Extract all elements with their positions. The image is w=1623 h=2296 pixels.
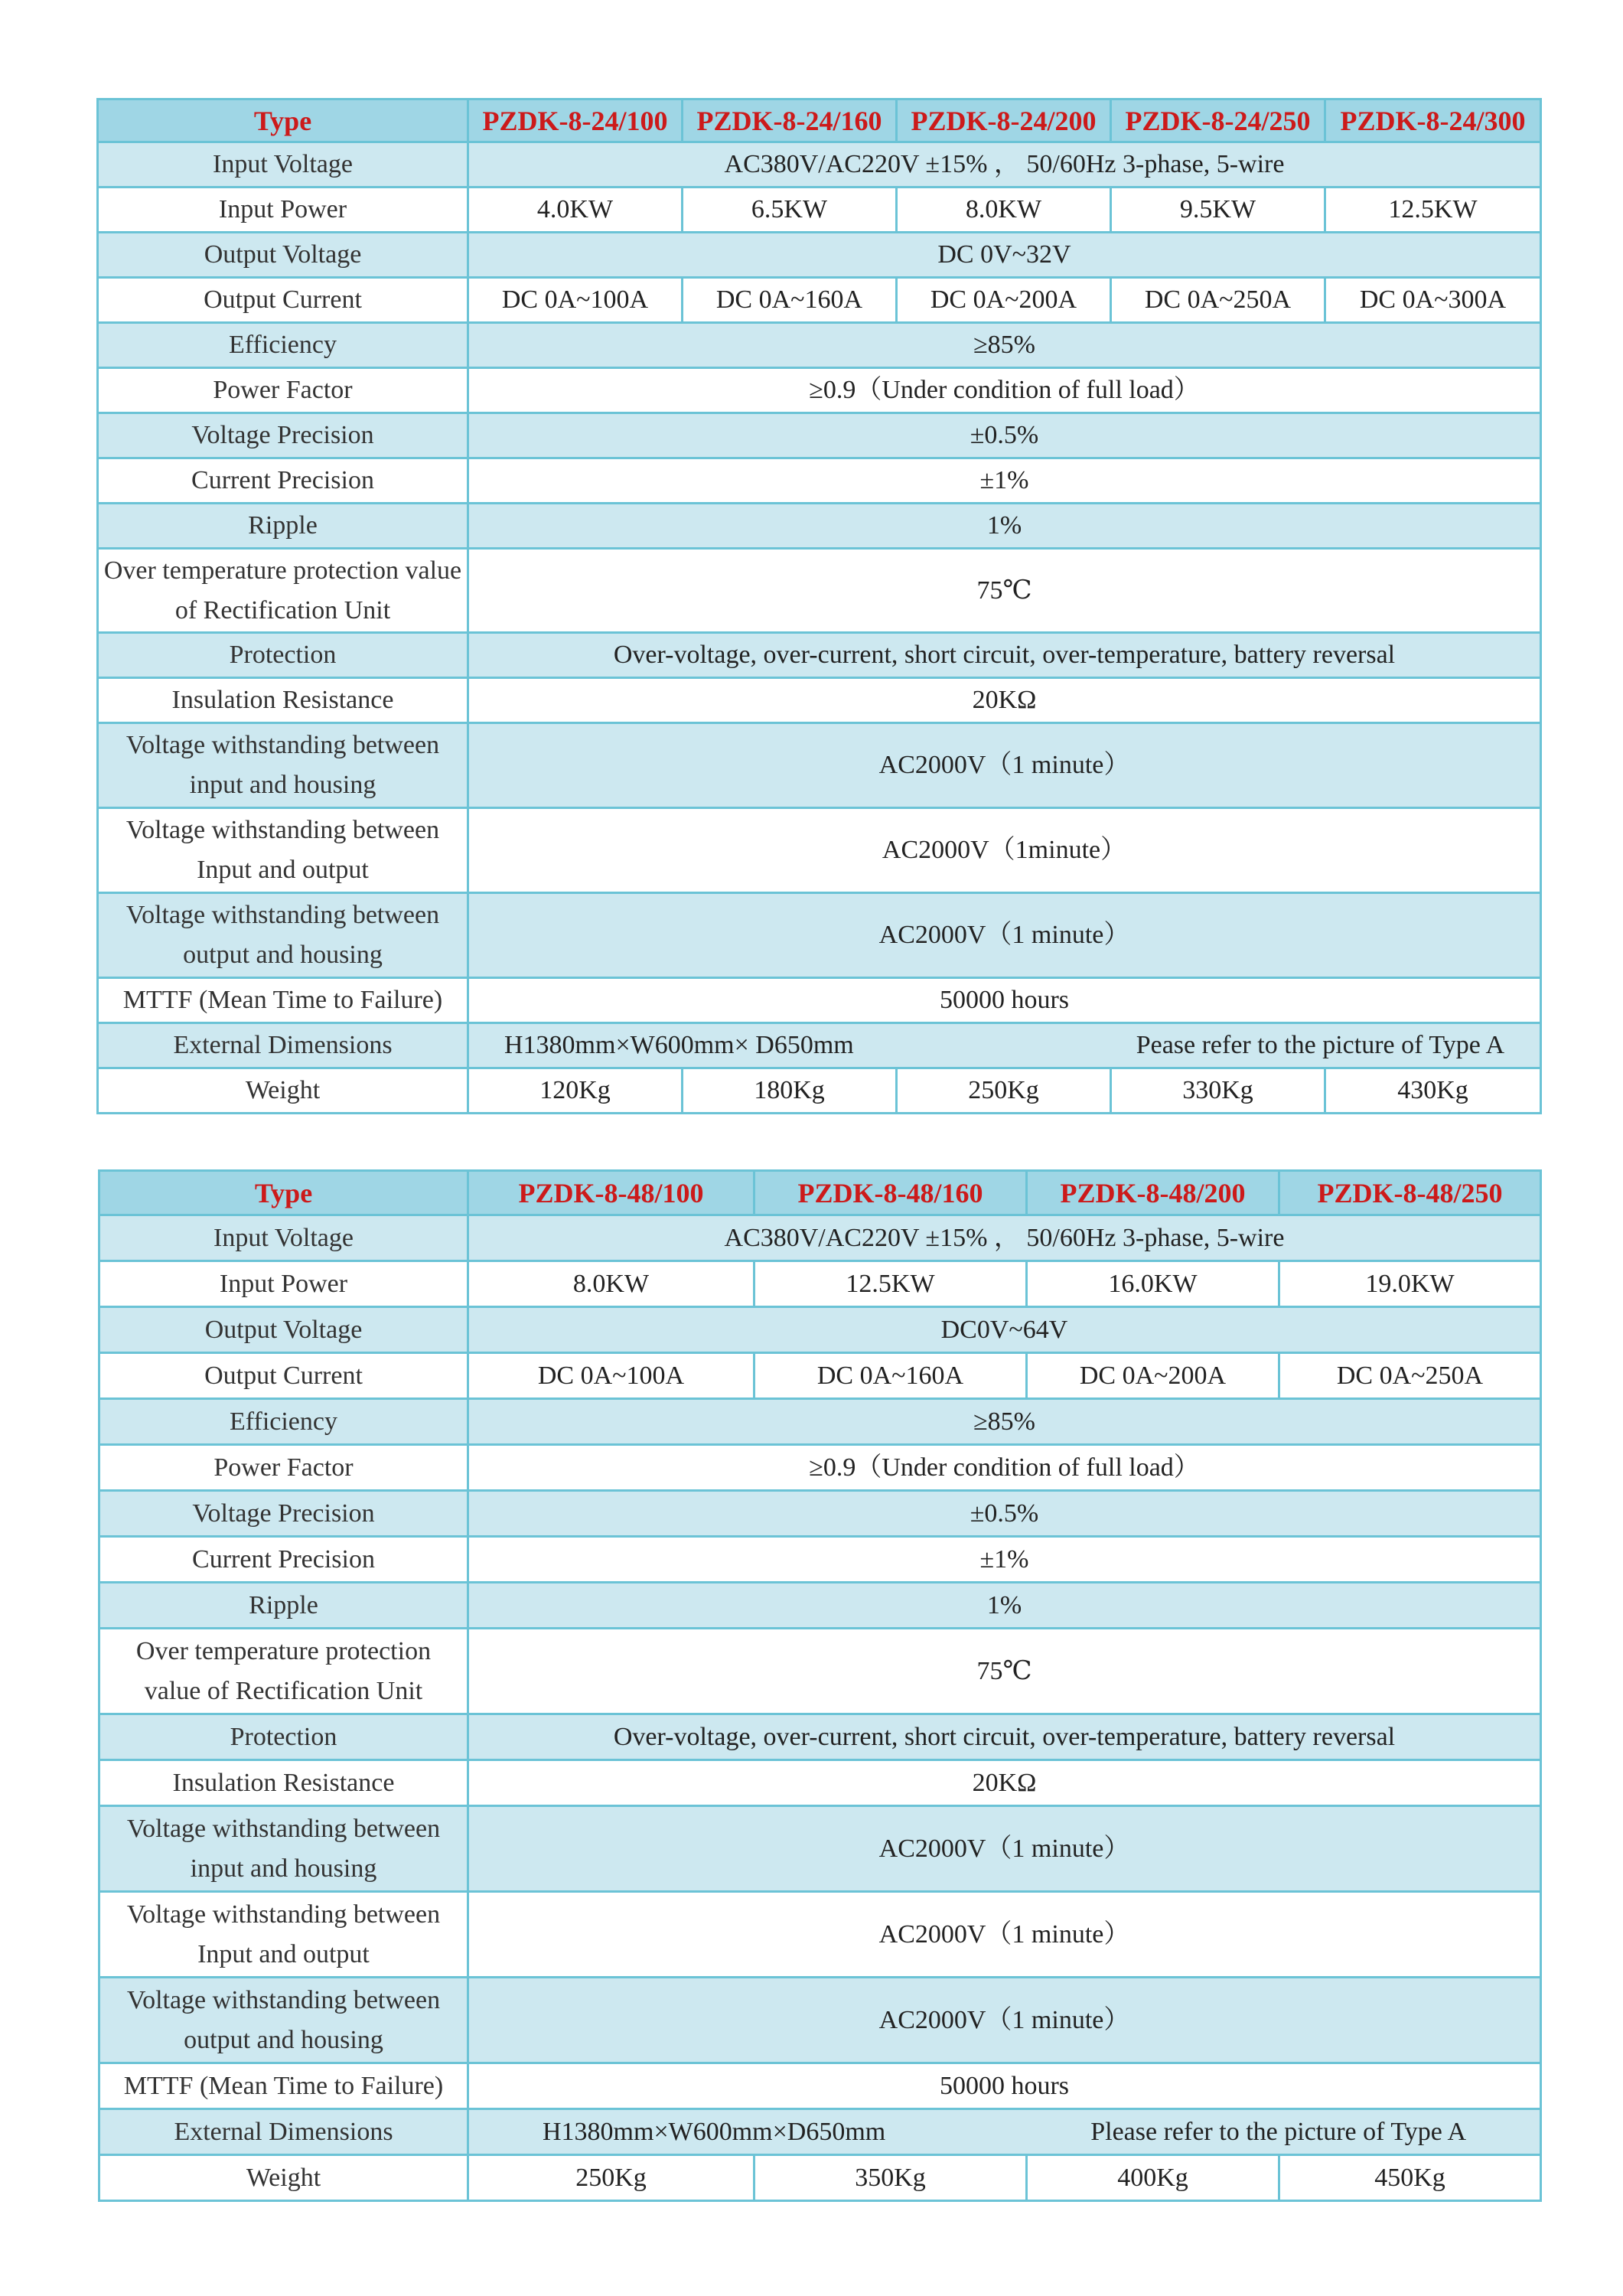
row-label: Voltage withstanding between Input and output (99, 1892, 468, 1978)
current-precision-row (99, 1537, 1541, 1583)
row-label: Voltage withstanding between input and housing (98, 723, 468, 808)
row-value: ±0.5% (468, 413, 1541, 458)
row-label: Voltage withstanding between output and housing (98, 893, 468, 978)
row-label: Voltage withstanding between output and housing (99, 1978, 468, 2063)
type-row (98, 99, 1541, 142)
mttf-row (99, 2063, 1541, 2109)
row-value: DC 0A~100A (468, 278, 683, 323)
withstand-input-housing-row (99, 1806, 1541, 1892)
dimensions-note: Pease refer to the picture of Type A (1136, 1031, 1504, 1059)
row-value: 12.5KW (754, 1261, 1027, 1307)
withstand-output-housing-row (99, 1978, 1541, 2063)
dimensions-cell (468, 1023, 1541, 1068)
row-value: 430Kg (1325, 1068, 1541, 1114)
row-label: Output Current (99, 1353, 468, 1399)
row-label: Weight (98, 1068, 468, 1114)
row-label: Over temperature protection value of Rectification Unit (99, 1629, 468, 1714)
withstand-input-housing-row (98, 723, 1541, 808)
row-label: Ripple (99, 1583, 468, 1629)
row-value: ±1% (468, 1537, 1541, 1583)
efficiency-row (98, 323, 1541, 368)
withstand-input-output-row (99, 1892, 1541, 1978)
row-label: MTTF (Mean Time to Failure) (99, 2063, 468, 2109)
type-label: Type (99, 1171, 468, 1215)
row-label: Efficiency (98, 323, 468, 368)
row-value: 6.5KW (683, 188, 897, 233)
model-header: PZDK-8-48/250 (1279, 1171, 1541, 1215)
protection-row (99, 1714, 1541, 1760)
dimensions-value: H1380mm×W600mm×D650mm (543, 2117, 886, 2146)
row-value: 20KΩ (468, 678, 1541, 723)
insulation-row (98, 678, 1541, 723)
row-label: Efficiency (99, 1399, 468, 1445)
row-value: AC2000V（1minute） (468, 808, 1541, 893)
row-value: AC2000V（1 minute） (468, 1978, 1541, 2063)
over-temp-row (98, 549, 1541, 633)
row-value: DC 0V~32V (468, 233, 1541, 278)
row-label: Output Voltage (98, 233, 468, 278)
row-value: ≥0.9（Under condition of full load） (468, 368, 1541, 413)
weight-row (99, 2155, 1541, 2201)
protection-row (98, 633, 1541, 678)
row-value: 12.5KW (1325, 188, 1541, 233)
dimensions-row (98, 1023, 1541, 1068)
row-value: DC0V~64V (468, 1307, 1541, 1353)
power-factor-row (99, 1445, 1541, 1491)
model-header: PZDK-8-24/250 (1111, 99, 1325, 142)
row-label: Input Power (98, 188, 468, 233)
current-precision-row (98, 458, 1541, 504)
row-value: DC 0A~160A (683, 278, 897, 323)
row-value: AC380V/AC220V ±15% ， 50/60Hz 3-phase, 5-wire (468, 1215, 1541, 1261)
row-value: DC 0A~200A (1027, 1353, 1279, 1399)
row-value: 50000 hours (468, 978, 1541, 1023)
row-value: ±1% (468, 458, 1541, 504)
row-value: 1% (468, 504, 1541, 549)
row-value: DC 0A~200A (897, 278, 1111, 323)
row-value: 8.0KW (897, 188, 1111, 233)
row-label: Protection (98, 633, 468, 678)
row-value: ±0.5% (468, 1491, 1541, 1537)
dimensions-row (99, 2109, 1541, 2155)
row-value: ≥0.9（Under condition of full load） (468, 1445, 1541, 1491)
model-header: PZDK-8-24/300 (1325, 99, 1541, 142)
row-value: 19.0KW (1279, 1261, 1541, 1307)
voltage-precision-row (99, 1491, 1541, 1537)
mttf-row (98, 978, 1541, 1023)
row-label: Voltage withstanding between Input and output (98, 808, 468, 893)
output-current-row (99, 1353, 1541, 1399)
row-label: Voltage withstanding between input and housing (99, 1806, 468, 1892)
row-value: AC2000V（1 minute） (468, 1806, 1541, 1892)
input-voltage-row (98, 142, 1541, 188)
row-value: AC2000V（1 minute） (468, 1892, 1541, 1978)
spec-table-24v (96, 98, 1542, 1114)
dimensions-cell (468, 2109, 1541, 2155)
model-header: PZDK-8-48/160 (754, 1171, 1027, 1215)
row-label: Current Precision (99, 1537, 468, 1583)
row-label: Insulation Resistance (99, 1760, 468, 1806)
row-label: Input Voltage (98, 142, 468, 188)
power-factor-row (98, 368, 1541, 413)
model-header: PZDK-8-24/100 (468, 99, 683, 142)
ripple-row (99, 1583, 1541, 1629)
row-value: Over-voltage, over-current, short circuit, over-temperature, battery reversal (468, 633, 1541, 678)
spec-table-48v (98, 1169, 1542, 2202)
row-value: 50000 hours (468, 2063, 1541, 2109)
output-voltage-row (98, 233, 1541, 278)
row-label: Over temperature protection value of Rectification Unit (98, 549, 468, 633)
row-label: Voltage Precision (98, 413, 468, 458)
row-value: 75℃ (468, 1629, 1541, 1714)
dimensions-note: Please refer to the picture of Type A (1090, 2117, 1466, 2146)
row-label: Input Voltage (99, 1215, 468, 1261)
model-header: PZDK-8-24/200 (897, 99, 1111, 142)
withstand-output-housing-row (98, 893, 1541, 978)
row-value: AC2000V（1 minute） (468, 723, 1541, 808)
row-value: 120Kg (468, 1068, 683, 1114)
row-value: ≥85% (468, 1399, 1541, 1445)
row-value: ≥85% (468, 323, 1541, 368)
row-value: 250Kg (897, 1068, 1111, 1114)
row-value: DC 0A~250A (1111, 278, 1325, 323)
row-value: Over-voltage, over-current, short circuit, over-temperature, battery reversal (468, 1714, 1541, 1760)
row-value: 400Kg (1027, 2155, 1279, 2201)
row-label: Power Factor (99, 1445, 468, 1491)
row-value: 4.0KW (468, 188, 683, 233)
model-header: PZDK-8-24/160 (683, 99, 897, 142)
row-value: 75℃ (468, 549, 1541, 633)
row-value: 16.0KW (1027, 1261, 1279, 1307)
weight-row (98, 1068, 1541, 1114)
row-value: DC 0A~300A (1325, 278, 1541, 323)
output-voltage-row (99, 1307, 1541, 1353)
row-label: Input Power (99, 1261, 468, 1307)
row-value: 350Kg (754, 2155, 1027, 2201)
row-value: AC380V/AC220V ±15% ， 50/60Hz 3-phase, 5-wire (468, 142, 1541, 188)
insulation-row (99, 1760, 1541, 1806)
row-value: 180Kg (683, 1068, 897, 1114)
row-label: Insulation Resistance (98, 678, 468, 723)
row-label: Output Voltage (99, 1307, 468, 1353)
row-label: Power Factor (98, 368, 468, 413)
model-header: PZDK-8-48/200 (1027, 1171, 1279, 1215)
type-row (99, 1171, 1541, 1215)
row-value: 450Kg (1279, 2155, 1541, 2201)
input-power-row (98, 188, 1541, 233)
row-label: Output Current (98, 278, 468, 323)
voltage-precision-row (98, 413, 1541, 458)
withstand-input-output-row (98, 808, 1541, 893)
row-label: Weight (99, 2155, 468, 2201)
row-value: 20KΩ (468, 1760, 1541, 1806)
row-label: External Dimensions (98, 1023, 468, 1068)
row-label: Current Precision (98, 458, 468, 504)
efficiency-row (99, 1399, 1541, 1445)
row-value: DC 0A~100A (468, 1353, 754, 1399)
row-value: 1% (468, 1583, 1541, 1629)
model-header: PZDK-8-48/100 (468, 1171, 754, 1215)
row-label: Voltage Precision (99, 1491, 468, 1537)
input-power-row (99, 1261, 1541, 1307)
row-value: 250Kg (468, 2155, 754, 2201)
input-voltage-row (99, 1215, 1541, 1261)
row-value: AC2000V（1 minute） (468, 893, 1541, 978)
row-label: MTTF (Mean Time to Failure) (98, 978, 468, 1023)
row-value: 330Kg (1111, 1068, 1325, 1114)
row-value: DC 0A~160A (754, 1353, 1027, 1399)
row-value: 8.0KW (468, 1261, 754, 1307)
ripple-row (98, 504, 1541, 549)
row-label: External Dimensions (99, 2109, 468, 2155)
type-label: Type (98, 99, 468, 142)
output-current-row (98, 278, 1541, 323)
row-value: 9.5KW (1111, 188, 1325, 233)
row-value: DC 0A~250A (1279, 1353, 1541, 1399)
row-label: Protection (99, 1714, 468, 1760)
dimensions-value: H1380mm×W600mm× D650mm (504, 1031, 854, 1059)
over-temp-row (99, 1629, 1541, 1714)
row-label: Ripple (98, 504, 468, 549)
